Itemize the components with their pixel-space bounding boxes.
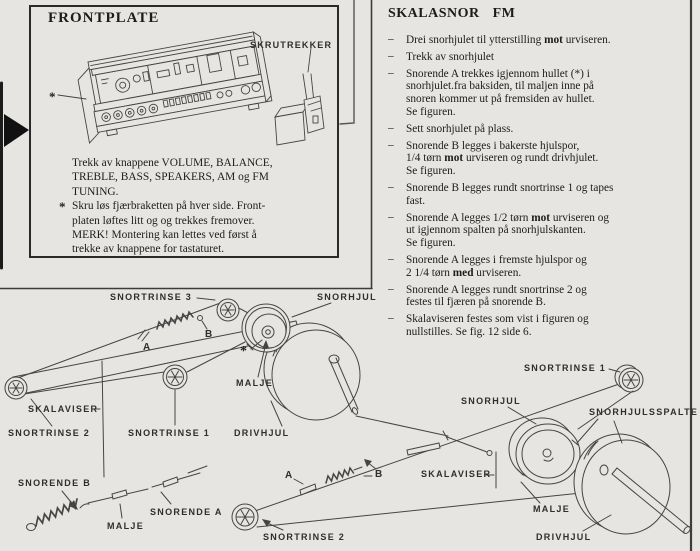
instruction-line: Snorende B legges i bakerste hjulspor, [406, 139, 580, 152]
skrutrekker-label: SKRUTREKKER [250, 40, 333, 50]
label-cord-end-b-left: B [205, 329, 213, 340]
instruction-dash: – [388, 138, 394, 151]
instruction-item [388, 212, 690, 250]
left-diagram [5, 298, 360, 477]
instruction-line: Se figuren. [406, 105, 456, 118]
instruction-line: Snorende A legges i fremste hjulspor og [406, 253, 587, 266]
instruction-line: Se figuren. [406, 165, 456, 178]
instruction-line: Trekk av snorhjulet [406, 50, 495, 63]
label-snortrinse-2-right: SNORTRINSE 2 [263, 532, 346, 542]
instructions [388, 6, 690, 343]
instruction-dash: – [388, 180, 394, 193]
instruction-line: Skalaviseren festes som vist i figuren og [406, 313, 589, 326]
instruction-item [388, 68, 690, 119]
instructions-title: SKALASNOR FM [388, 6, 516, 21]
instruction-line: ut igjennom spalten på snorhjulskanten. [406, 224, 586, 237]
instruction-line: snorhjulet.fra baksiden, til maljen inne på [406, 80, 594, 93]
instruction-line: festes til fjæren på snorende B. [406, 296, 546, 309]
instruction-dash: – [388, 210, 394, 223]
frontplate-note [72, 156, 337, 257]
instruction-dash: – [388, 252, 394, 265]
instruction-line: 2 1/4 tørn med urviseren. [406, 266, 522, 279]
instruction-item [388, 182, 690, 208]
instruction-line: 1/4 tørn mot urviseren og rundt drivhjulet. [406, 152, 599, 165]
note-line: TUNING. [72, 185, 119, 198]
label-snorhjul-right: SNORHJUL [461, 396, 521, 406]
frontplate-box [29, 5, 339, 258]
instruction-dash: – [388, 312, 394, 325]
instruction-line: nullstilles. Se fig. 12 side 6. [406, 325, 532, 338]
instruction-item [388, 140, 690, 178]
instruction-item [388, 123, 690, 136]
label-skalaviser-right: SKALAVISER [421, 469, 492, 479]
frontplate-title: FRONTPLATE [48, 10, 160, 26]
note-line: trekke av knappene for tastaturet. [72, 243, 225, 256]
instruction-item [388, 313, 690, 339]
label-drivhjul-right: DRIVHJUL [536, 532, 592, 542]
label-snortrinse-2-left: SNORTRINSE 2 [8, 428, 91, 438]
left-margin-arrow-icon [4, 114, 29, 147]
instruction-line: Se figuren. [406, 237, 456, 250]
chassis-asterisk: * [49, 89, 56, 104]
instruction-line: Sett snorhjulet på plass. [406, 122, 514, 135]
instruction-line: Snorende A trekkes igjennom hullet (*) i [406, 67, 590, 80]
label-malje-right: MALJE [533, 504, 571, 514]
instruction-line: snoren kommer ut på fremsiden av hullet. [406, 93, 595, 106]
note-asterisk: * [59, 199, 66, 214]
fold-line [340, 0, 354, 124]
instruction-line: Snorende A legges 1/2 tørn mot urviseren og [406, 211, 610, 224]
label-snorhjul-left: SNORHJUL [317, 292, 377, 302]
label-malje-inset: MALJE [107, 521, 145, 531]
label-snorhjulsspalte: SNORHJULSSPALTE [589, 407, 699, 417]
instruction-line: fast. [406, 194, 426, 207]
label-cord-end-a-left: A [143, 342, 151, 353]
label-snortrinse-1-left: SNORTRINSE 1 [128, 428, 211, 438]
instruction-item [388, 284, 690, 310]
instruction-line: Drei snorhjulet til ytterstilling mot urviseren. [406, 34, 611, 46]
label-malje-left: MALJE [236, 378, 274, 388]
instruction-dash: – [388, 121, 394, 134]
label-hole-asterisk: * [240, 344, 247, 359]
note-line: Trekk av knappene VOLUME, BALANCE, [72, 157, 273, 169]
instruction-dash: – [388, 33, 394, 45]
instruction-line: Snorende A legges rundt snortrinse 2 og [406, 283, 587, 296]
label-snortrinse-1-right: SNORTRINSE 1 [524, 363, 607, 373]
instruction-dash: – [388, 49, 394, 62]
note-line: MERK! Montering kan lettes ved først å [72, 229, 257, 242]
note-line: Skru løs fjærbraketten på hver side. Front- [72, 200, 266, 213]
instruction-item [388, 254, 690, 280]
label-snorende-a: SNORENDE A [150, 507, 223, 517]
instruction-dash: – [388, 66, 394, 79]
note-line: platen løftes litt og og trekkes fremover. [72, 214, 255, 227]
label-snorende-b: SNORENDE B [18, 478, 92, 488]
note-line: TREBLE, BASS, SPEAKERS, AM og FM [72, 171, 269, 184]
instruction-item [388, 34, 690, 47]
instruction-item [388, 51, 690, 64]
label-drivhjul-left: DRIVHJUL [234, 428, 290, 438]
label-snortrinse-3: SNORTRINSE 3 [110, 292, 193, 302]
label-cord-end-a-right: A [285, 470, 293, 481]
instruction-dash: – [388, 282, 394, 295]
label-skalaviser-left: SKALAVISER [28, 404, 99, 414]
instruction-line: Snorende B legges rundt snortrinse 1 og tapes [406, 181, 614, 194]
label-cord-end-b-right: B [375, 469, 383, 480]
